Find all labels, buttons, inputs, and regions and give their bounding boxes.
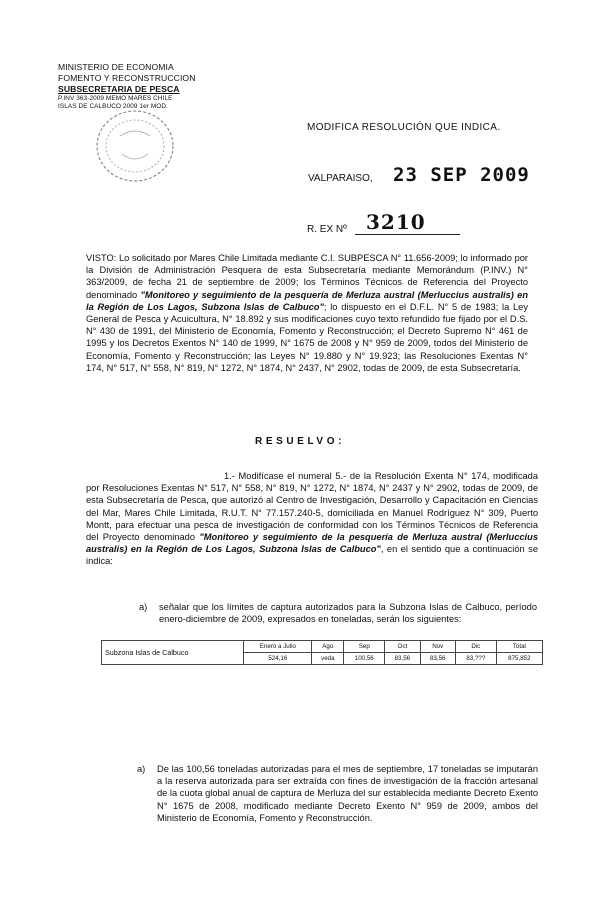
table-header-row [102,641,543,653]
visto-project-name: "Monitoreo y seguimiento de la pesquería de Merluza austral (Merluccius australis) en la Región de Los Lagos, Subzona Islas de Calbuco" [86,289,528,312]
header-cell: Oct [385,641,420,653]
item-marker: a) [137,764,146,774]
item-a-catch-limits [139,601,537,625]
visto-paragraph [86,252,528,374]
item-text: señalar que los límites de captura autorizados para la Subzona Islas de Calbuco, período enero-diciembre de 2009, expresados en toneladas, serán los siguientes: [159,602,537,625]
value-cell: 83,56 [420,653,455,665]
item-marker: a) [139,602,148,612]
subsecretaria-line: SUBSECRETARIA DE PESCA [58,84,180,94]
point-1-paragraph [86,470,538,568]
resolution-number: 3210 [366,210,426,234]
point-1-text-1: 1.- Modifícase el numeral 5.- de la Resolución Exenta N° 174, modificada por Resoluciones Exentas N° 517, N° 558, N° 819, N° 1272, N° 1874, N° 2437 y N° 2902, todas de 2009, de esta Subsecretaría de Pesca, que autorizó al Centro de Investigación, Desarrollo y Capacitación en Ciencias del Mar, Mares Chile Limitada, R.U.T. N° 77.157.240-5, domiciliada en Manuel Rodríguez N° 309, Puerto Montt, para efectuar una pesca de investigación de conformidad con los Términos Técnicos de Referencia del Proyecto denominado [86,471,538,543]
reference-line-1: P.INV 363-2009 MEMO MARES CHILE [58,95,173,102]
catch-limits-table [101,640,543,665]
point-1-project-name: "Monitoreo y seguimiento de la pesquería de Merluza austral (Merluccius australis) en la Región de Los Lagos, Subzona Islas de Calbuco" [86,532,538,555]
resuelvo-heading: RESUELVO: [255,436,345,447]
resolution-number-label: R. EX Nº [307,224,347,235]
date-stamp: 23 SEP 2009 [393,164,530,186]
letterhead [58,62,223,111]
zone-cell: Subzona Islas de Calbuco [102,641,244,665]
header-cell: Total [496,641,542,653]
point-1-text-2: , en el sentido que a continuación se indica: [86,544,538,567]
header-cell: Enero a Julio [244,641,312,653]
reference-line-2: ISLAS DE CALBUCO 2009 1er MOD. [58,103,168,110]
visto-lead: VISTO: [86,253,117,263]
header-cell: Nov [420,641,455,653]
value-cell: veda [312,653,344,665]
visto-text-2: ; lo dispuesto en el D.F.L. N° 5 de 1983; la Ley General de Pesca y Acuicultura, N° 18.892 y sus modificaciones cuyo texto refundido fue fijado por el D.S. N° 430 de 1991, del Ministerio de Economía, Fomento y Reconstrucción; el Decreto Supremo N° 461 de 1995 y los Decretos Exentos N° 140 de 1999, N° 1675 de 2008 y N° 959 de 2009, todos del Ministerio de Economía, Fomento y Reconstrucción; las Leyes N° 19.880 y N° 19.923; las Resoluciones Exentas N° 174, N° 517, N° 558, N° 819, N° 1272, N° 1874, N° 2437, N° 2902, todas de 2009, de esta Subsecretaría. [86,301,529,373]
ministry-line-2: FOMENTO Y RECONSTRUCCION [58,73,196,83]
visto-text-1: Lo solicitado por Mares Chile Limitada mediante C.I. SUBPESCA N° 11.656-2009; lo informado por la División de Administración Pesquera de esta Subsecretaría mediante Memorándum (P.INV.) N° 363/2009, de fecha 21 de septiembre de 2009; los Términos Técnicos de Referencia del Proyecto denominado [86,253,528,300]
item-text: De las 100,56 toneladas autorizadas para el mes de septiembre, 17 toneladas se imputarán a la reserva autorizada para ser extraída con fines de investigación de la fracción artesanal de la cuota global anual de captura de Merluza del sur establecida mediante Decreto Exento N° 1675 de 2008, modificado mediante Decreto Exento N° 959 de 2009, ambos del Ministerio de Economía, Fomento y Reconstrucción. [157,764,538,823]
value-cell: 524,16 [244,653,312,665]
official-seal-icon [92,106,178,186]
header-cell: Ago [312,641,344,653]
place-label: VALPARAISO, [308,173,373,184]
header-cell: Dic [455,641,496,653]
value-cell: 875,852 [496,653,542,665]
document-title: MODIFICA RESOLUCIÓN QUE INDICA. [307,122,501,133]
resolution-number-underline [355,234,460,235]
value-cell: 83,56 [385,653,420,665]
ministry-line-1: MINISTERIO DE ECONOMIA [58,62,174,72]
value-cell: 83,??? [455,653,496,665]
header-cell: Sep [344,641,385,653]
item-a-reserve-note [137,763,538,824]
value-cell: 100,56 [344,653,385,665]
